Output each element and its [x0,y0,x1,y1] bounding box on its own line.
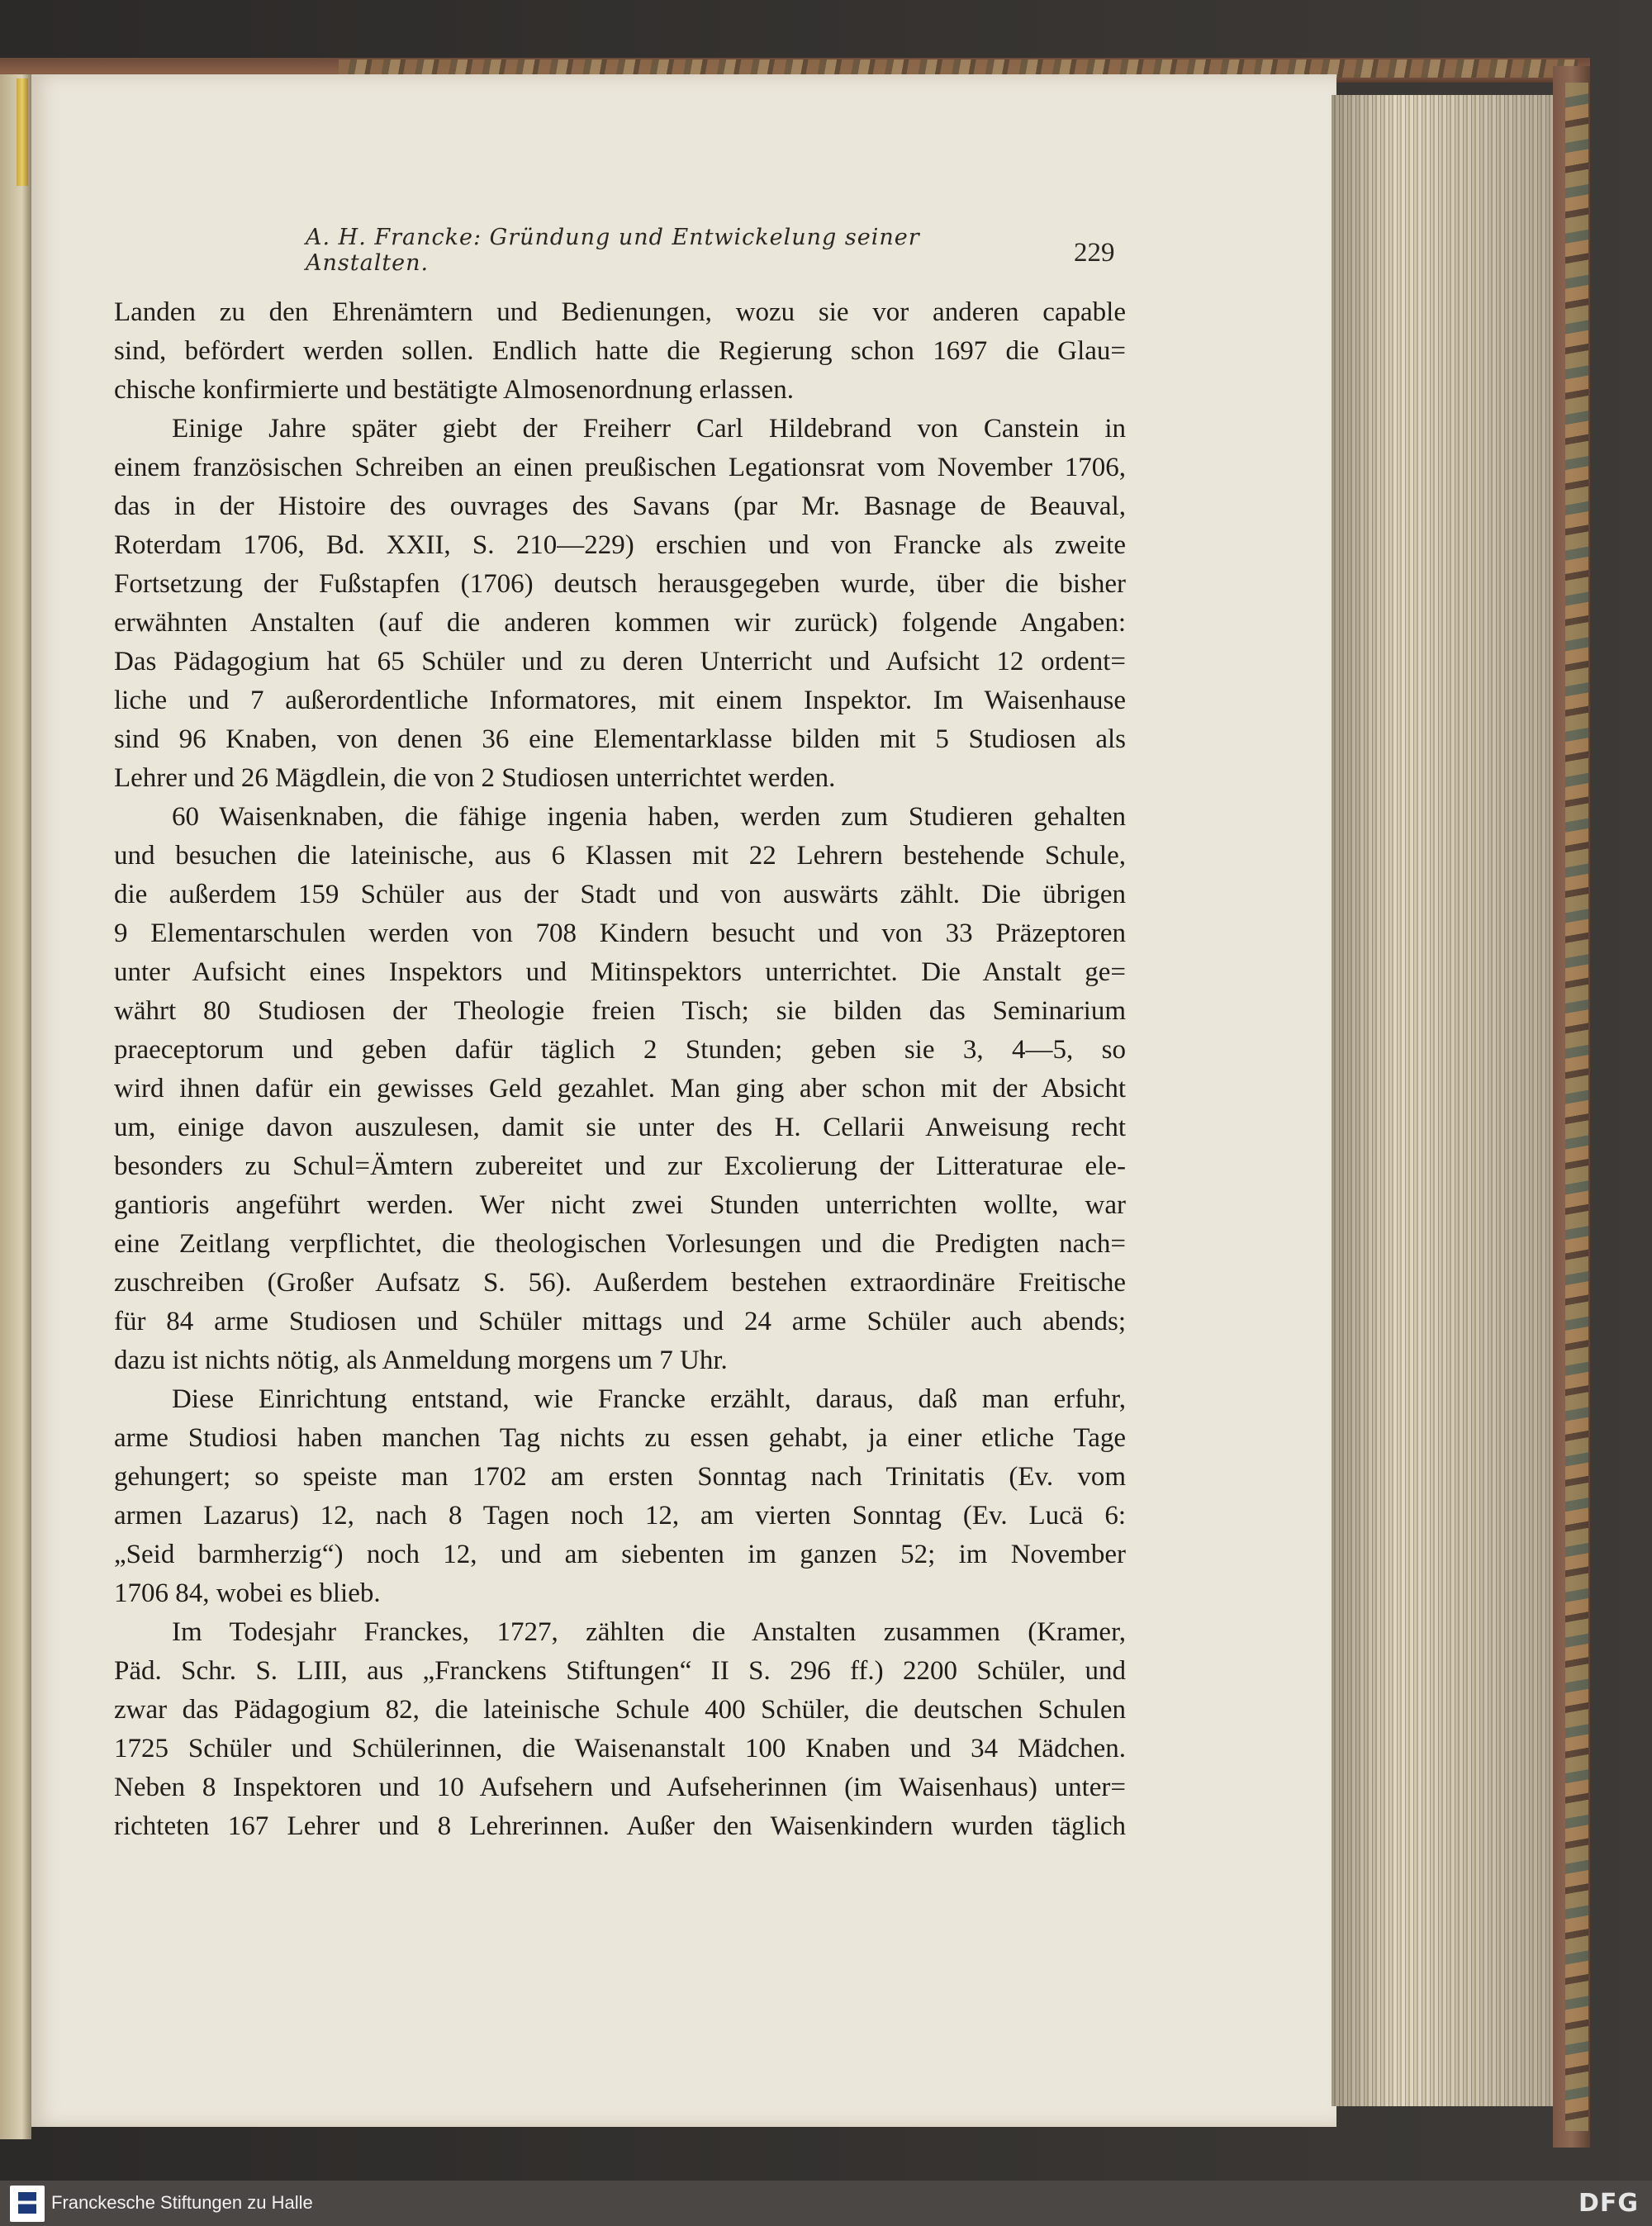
text-line: praeceptorum und geben dafür täglich 2 Stunden; geben sie 3, 4—5, so [114,1035,1126,1065]
running-head: A. H. Francke: Gründung und Entwickelung seiner Anstalten. [306,225,920,276]
text-line: sind 96 Knaben, von denen 36 eine Elementarklasse bilden mit 5 Studiosen als [114,724,1126,754]
page-stack-shade [1332,95,1553,2106]
text-line: und besuchen die lateinische, aus 6 Klassen mit 22 Lehrern bestehende Schule, [114,841,1126,871]
text-line: chische konfirmierte und bestätigte Almosenordnung erlassen. [114,375,794,405]
body-text [114,293,1126,1846]
text-line: erwähnten Anstalten (auf die anderen kommen wir zurück) folgende Angaben: [114,608,1126,638]
text-line: 1706 84, wobei es blieb. [114,1578,381,1608]
text-line: Lehrer und 26 Mägdlein, die von 2 Studiosen unterrichtet werden. [114,763,836,793]
text-line: 9 Elementarschulen werden von 708 Kindern besucht und von 33 Präzeptoren [114,918,1126,948]
text-line: um, einige davon auszulesen, damit sie unter des H. Cellarii Anweisung recht [114,1113,1126,1142]
text-line: zuschreiben (Großer Aufsatz S. 56). Außerdem bestehen extraordinäre Freitische [114,1268,1126,1298]
text-line: gantioris angeführt werden. Wer nicht zwei Stunden unterrichten wollte, war [114,1190,1126,1220]
text-line: 1725 Schüler und Schülerinnen, die Waisenanstalt 100 Knaben und 34 Mädchen. [114,1734,1126,1763]
text-line: gehungert; so speiste man 1702 am ersten Sonntag nach Trinitatis (Ev. vom [114,1462,1126,1492]
viewer-footer-bar [0,2181,1652,2226]
text-line: Fortsetzung der Fußstapfen (1706) deutsch herausgegeben wurde, über die bisher [114,569,1126,599]
text-line: Das Pädagogium hat 65 Schüler und zu deren Unterricht und Aufsicht 12 ordent= [114,647,1126,676]
text-line: armen Lazarus) 12, nach 8 Tagen noch 12, am vierten Sonntag (Ev. Lucä 6: [114,1501,1126,1531]
text-line: einem französischen Schreiben an einen preußischen Legationsrat vom November 1706, [114,453,1126,482]
logo-icon [18,2192,36,2214]
text-line: arme Studiosi haben manchen Tag nichts zu essen gehabt, ja einer etliche Tage [114,1423,1126,1453]
text-line: Im Todesjahr Franckes, 1727, zählten die Anstalten zusammen (Kramer, [172,1617,1126,1647]
page-number: 229 [1074,238,1115,268]
text-line: Päd. Schr. S. LIII, aus „Franckens Stiftungen“ II S. 296 ff.) 2200 Schüler, und [114,1656,1126,1686]
text-line: Neben 8 Inspektoren und 10 Aufsehern und Aufseherinnen (im Waisenhaus) unter= [114,1773,1126,1802]
marbled-cover-right [1565,83,1588,2131]
text-line: eine Zeitlang verpflichtet, die theologischen Vorlesungen und die Predigten nach= [114,1229,1126,1259]
text-line: dazu ist nichts nötig, als Anmeldung morgens um 7 Uhr. [114,1346,728,1375]
text-line: wird ihnen dafür ein gewisses Geld gezahlet. Man ging aber schon mit der Absicht [114,1074,1126,1104]
text-line: für 84 arme Studiosen und Schüler mittags und 24 arme Schüler auch abends; [114,1307,1126,1336]
text-line: Einige Jahre später giebt der Freiherr Carl Hildebrand von Canstein in [172,414,1126,444]
dfg-logo[interactable]: DFG [1578,2189,1639,2218]
text-line: währt 80 Studiosen der Theologie freien Tisch; sie bilden das Seminarium [114,996,1126,1026]
bookmark-ribbon [17,78,28,186]
text-line: „Seid barmherzig“) noch 12, und am siebenten im ganzen 52; im November [114,1540,1126,1569]
text-line: richteten 167 Lehrer und 8 Lehrerinnen. Außer den Waisenkindern wurden täglich [114,1811,1126,1841]
text-line: Diese Einrichtung entstand, wie Francke erzählt, daraus, daß man erfuhr, [172,1384,1126,1414]
institution-logo[interactable] [10,2186,45,2222]
text-line: die außerdem 159 Schüler aus der Stadt und von auswärts zählt. Die übrigen [114,880,1126,909]
text-line: besonders zu Schul=Ämtern zubereitet und zur Excolierung der Litteraturae ele- [114,1151,1126,1181]
text-line: das in der Histoire des ouvrages des Savans (par Mr. Basnage de Beauval, [114,491,1126,521]
text-line: sind, befördert werden sollen. Endlich hatte die Regierung schon 1697 die Glau= [114,336,1126,366]
text-line: Roterdam 1706, Bd. XXII, S. 210—229) erschien und von Francke als zweite [114,530,1126,560]
institution-name[interactable]: Franckesche Stiftungen zu Halle [51,2192,313,2213]
text-line: liche und 7 außerordentliche Informatores, mit einem Inspektor. Im Waisenhause [114,686,1126,715]
text-line: unter Aufsicht eines Inspektors und Mitinspektors unterrichtet. Die Anstalt ge= [114,957,1126,987]
text-line: zwar das Pädagogium 82, die lateinische Schule 400 Schüler, die deutschen Schulen [114,1695,1126,1725]
previous-page-edge [0,74,31,2139]
text-line: Landen zu den Ehrenämtern und Bedienungen, wozu sie vor anderen capable [114,297,1126,327]
text-line: 60 Waisenknaben, die fähige ingenia haben, werden zum Studieren gehalten [172,802,1126,832]
